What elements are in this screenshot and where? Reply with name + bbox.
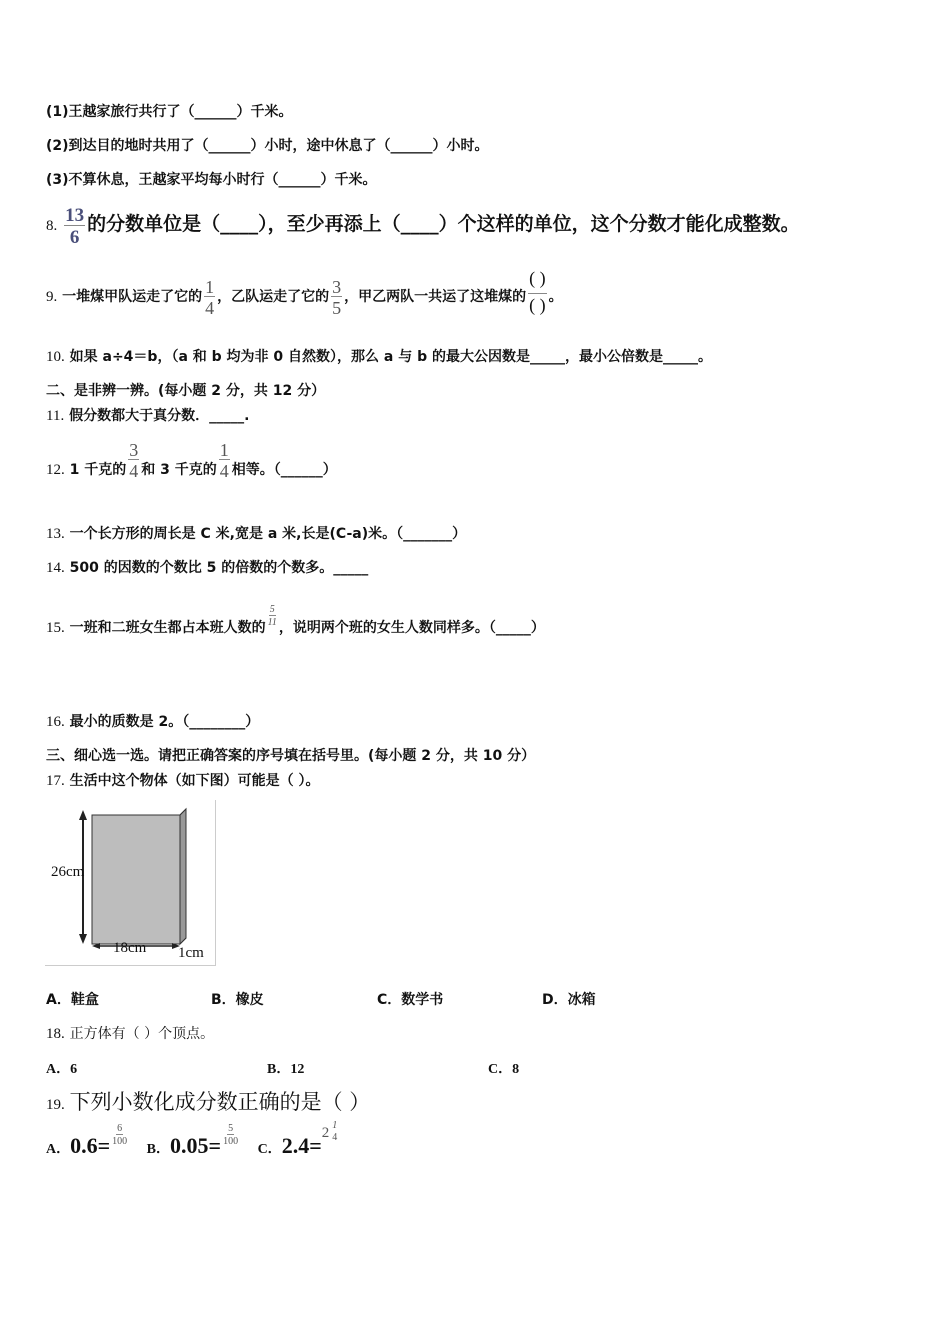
text: 3 [332,276,342,297]
q19-option-c[interactable] [257,1119,341,1158]
text: 0.05= [170,1133,222,1158]
text: 2.4= [281,1133,322,1158]
text: 4 [205,297,215,318]
text: 11. [46,408,65,424]
text: 4 [332,1131,338,1143]
q19-option-a[interactable] [46,1123,129,1158]
text: ，乙队运走了它的 [217,289,330,305]
fraction [268,605,277,628]
text: C． [257,1142,282,1157]
text: 19. [46,1097,65,1113]
text: 一班和二班女生都占本班人数的 [69,620,266,636]
text: 假分数都大于真分数．_____. [69,408,250,424]
question-12 [46,440,337,500]
text: 相等。（______） [231,462,337,478]
text: 14. [46,560,65,576]
question-13 [46,524,466,544]
text: 13. [46,526,65,542]
q19-option-b[interactable] [146,1123,240,1158]
q7-sub1: (1)王越家旅行共行了（______）千米。 [46,104,293,120]
text: 5 [228,1123,234,1135]
fraction [219,441,230,480]
height-label: 26cm [51,864,85,880]
text: 100 [223,1136,239,1148]
text: 17. [46,773,65,789]
text: 1 千克的 [69,462,127,478]
question-19 [46,1088,370,1119]
q7-sub2: (2)到达目的地时共用了（______）小时，途中休息了（______）小时。 [46,138,489,154]
fraction [204,278,215,317]
text: 的分数单位是（____），至少再添上（____）个这样的单位，这个分数才能化成整数。 [87,213,800,235]
text: 6 [69,226,80,248]
text: A． [46,1142,71,1157]
q18-option-a[interactable]: A．6 [46,1062,78,1077]
text: 11 [267,616,277,628]
q17-option-a[interactable]: A．鞋盒 [46,992,99,1008]
question-8 [46,202,800,248]
text: 。 [548,289,563,305]
question-18 [46,1024,214,1044]
question-17 [46,771,320,791]
element [79,810,87,820]
text: 8. [46,218,58,234]
text: 4 [219,460,229,481]
text: ，甲乙两队一共运了这堆煤的 [344,289,527,305]
text: 9. [46,289,58,305]
text: 最小的质数是 2。（________） [69,714,260,730]
text: 和 3 千克的 [141,462,217,478]
text: 2 [321,1125,330,1141]
depth-label: 1cm [178,945,204,961]
text: 1 [332,1119,338,1131]
text: ( ) [528,269,547,294]
fraction [64,206,85,247]
fraction [331,1121,338,1143]
text: 5 [332,297,342,318]
question-11 [46,406,249,426]
question-10 [46,347,712,367]
text: 13 [65,204,85,226]
element [180,809,186,944]
q18-option-c[interactable]: C．8 [488,1062,520,1077]
section-2-heading: 二、是非辨一辨。(每小题 2 分，共 12 分） [46,383,326,399]
text: 10. [46,349,65,365]
question-9 [46,262,563,332]
fraction [331,278,342,317]
width-label: 18cm [113,940,147,956]
q17-option-d[interactable]: D．冰箱 [542,992,596,1008]
text: 4 [129,460,139,481]
text: 1 [219,439,229,460]
text: 如果 a÷4＝b，（a 和 b 均为非 0 自然数），那么 a 与 b 的最大公因数是_____，最小公倍数是_____。 [69,349,712,365]
element [92,809,186,944]
text: ( ) [529,294,546,315]
text: 500 的因数的个数比 5 的倍数的个数多。_____ [69,560,369,576]
text: B． [146,1142,171,1157]
q19-options [46,1119,340,1170]
text: 下列小数化成分数正确的是（ ） [69,1090,371,1114]
text: ，说明两个班的女生人数同样多。（_____） [278,620,545,636]
text: 6 [117,1123,123,1135]
text: 0.6= [70,1133,111,1158]
text: 生活中这个物体（如下图）可能是（ ）。 [69,773,320,789]
text: 12. [46,462,65,478]
fraction [112,1124,127,1147]
question-15 [46,598,545,658]
question-16 [46,712,259,732]
section-3-heading: 三、细心选一选。请把正确答案的序号填在括号里。(每小题 2 分，共 10 分） [46,748,536,764]
fraction [128,441,139,480]
text: 16. [46,714,65,730]
element [79,934,87,944]
text: 1 [205,276,215,297]
question-14 [46,558,368,578]
text: 3 [129,439,139,460]
q18-option-b[interactable]: B．12 [267,1062,305,1077]
book-figure [45,800,216,966]
q17-option-b[interactable]: B．橡皮 [211,992,264,1008]
text: 5 [269,603,275,615]
text: 100 [112,1136,128,1148]
text: 一堆煤甲队运走了它的 [62,289,203,305]
fraction [223,1124,238,1147]
text: 18. [46,1026,65,1042]
q17-option-c[interactable]: C．数学书 [377,992,444,1008]
text: 正方体有（ ）个顶点。 [69,1026,215,1042]
answer-fraction-blank[interactable] [528,269,547,314]
q7-sub3: (3)不算休息，王越家平均每小时行（______）千米。 [46,172,377,188]
text: 15. [46,620,65,636]
text: 一个长方形的周长是 C 米,宽是 a 米,长是(C-a)米。（_______） [69,526,467,542]
